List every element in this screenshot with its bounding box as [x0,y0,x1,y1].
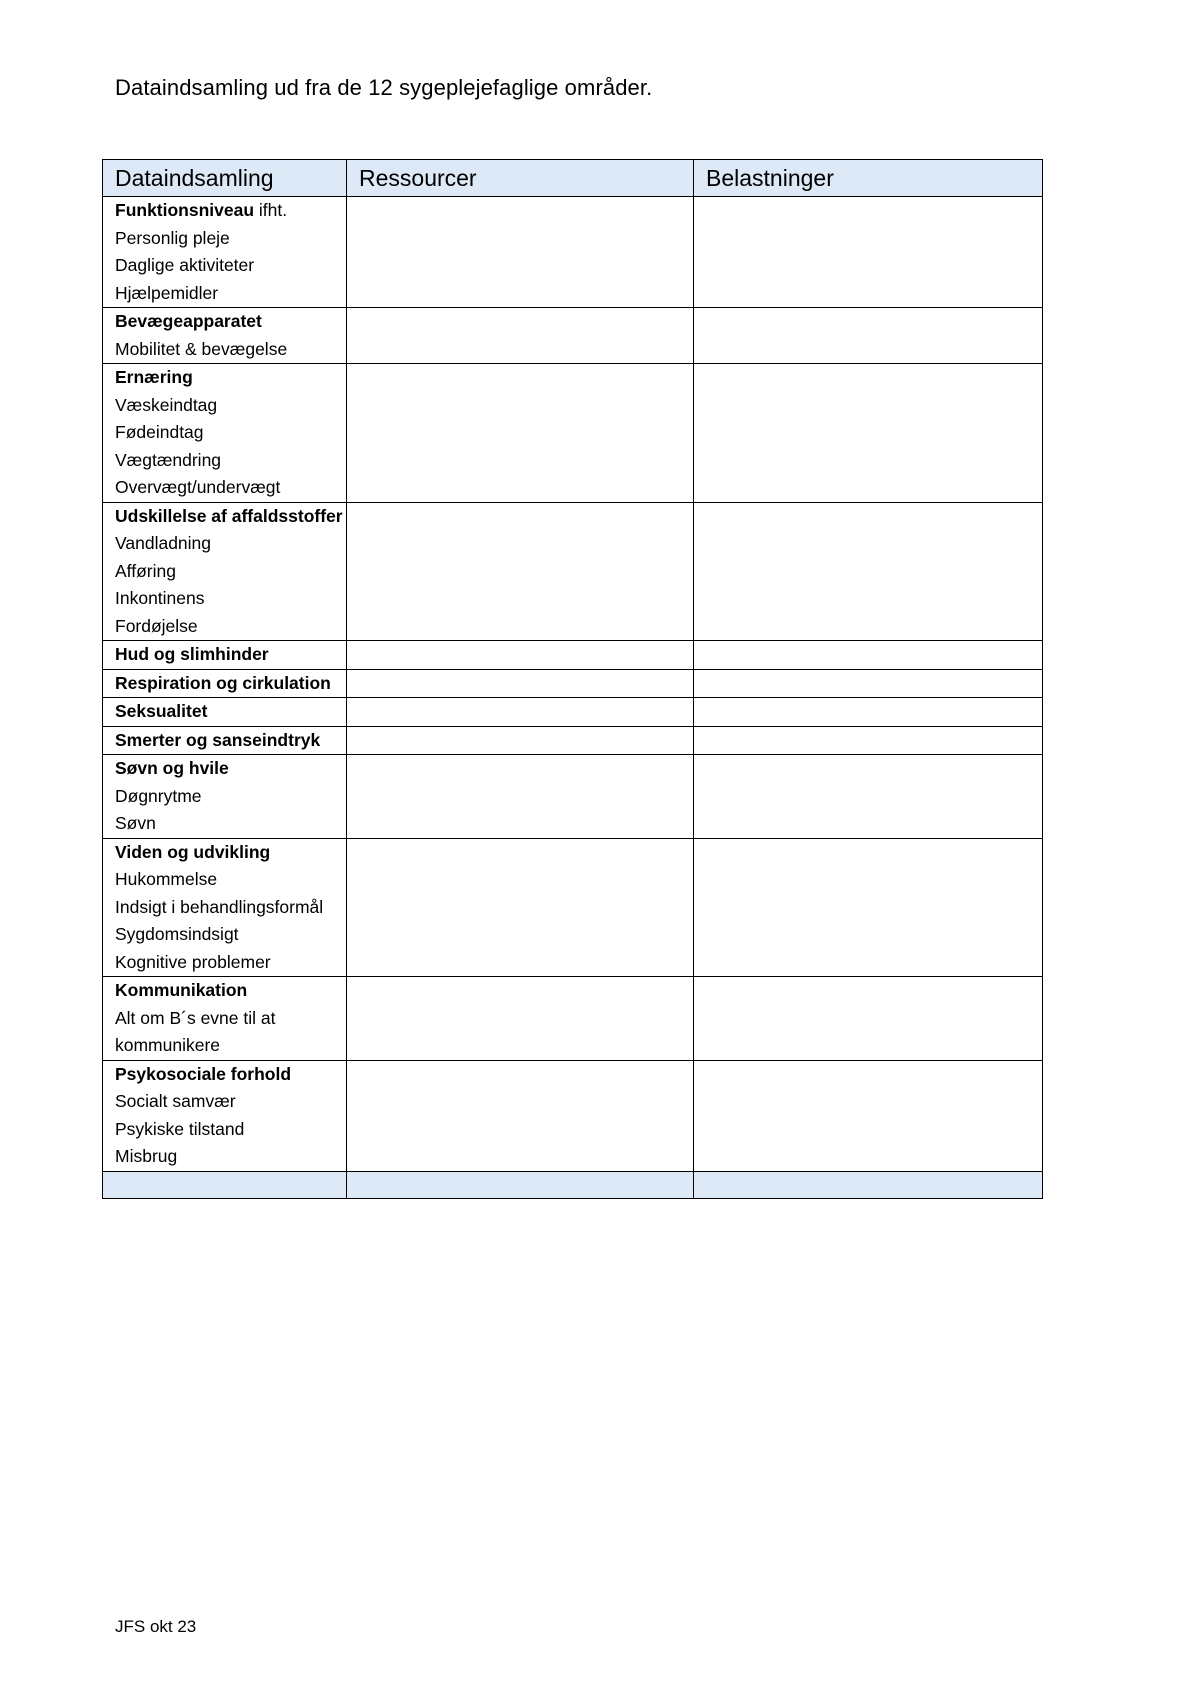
area-cell [103,364,347,503]
table-row [103,726,1043,755]
header-dataindsamling: Dataindsamling [103,160,347,197]
footer-cell-dataindsamling[interactable] [103,1171,347,1198]
area-title-text: Viden og udvikling [115,841,271,862]
area-title [115,1061,346,1089]
area-sub-item: Mobilitet & bevægelse [115,338,288,359]
area-sub-item: Fødeindtag [115,422,204,442]
area-title [115,503,346,531]
area-title [115,670,346,698]
area-cell [103,977,347,1061]
belastninger-cell[interactable] [694,1060,1043,1171]
area-sub-item: Søvn [115,813,156,833]
area-title [115,641,346,669]
header-ressourcer: Ressourcer [347,160,694,197]
area-title-text: Søvn og hvile [115,758,229,778]
belastninger-cell[interactable] [694,364,1043,503]
belastninger-cell[interactable] [694,977,1043,1061]
belastninger-cell[interactable] [694,838,1043,977]
area-sub-item: Afføring [115,560,176,581]
table-row [103,669,1043,698]
area-cell [103,755,347,839]
belastninger-cell[interactable] [694,669,1043,698]
area-sub-item: Overvægt/undervægt [115,477,281,497]
area-title-text: Psykosociale forhold [115,1063,292,1084]
area-title-text: Seksualitet [115,701,208,721]
belastninger-cell[interactable] [694,502,1043,641]
belastninger-cell[interactable] [694,197,1043,308]
area-title-text: Funktionsniveau [115,200,255,220]
area-cell [103,308,347,364]
area-title [115,755,346,783]
table-row [103,755,1043,839]
area-sub-item: Fordøjelse [115,615,198,636]
table-body [103,197,1043,1199]
area-sub-item: Kognitive problemer [115,951,271,972]
ressourcer-cell[interactable] [347,669,694,698]
table-footer-row [103,1171,1043,1198]
area-title-text: Bevægeapparatet [115,311,262,331]
area-sub-item: Sygdomsindsigt [115,924,239,944]
area-cell [103,1060,347,1171]
belastninger-cell[interactable] [694,308,1043,364]
area-title-text: Udskillelse af affaldsstoffer [115,505,343,526]
ressourcer-cell[interactable] [347,977,694,1061]
table-header-row [103,160,1043,197]
area-title [115,977,346,1005]
footer-note: JFS okt 23 [115,1617,197,1636]
table-row [103,838,1043,977]
page-title: Dataindsamling ud fra de 12 sygeplejefaglige områder. [115,75,653,100]
area-sub-item: Døgnrytme [115,785,202,806]
area-title-text: Ernæring [115,367,193,387]
area-sub-item: Hjælpemidler [115,282,219,303]
belastninger-cell[interactable] [694,726,1043,755]
area-sub-item: Alt om B´s evne til at kommunikere [115,1007,276,1055]
area-sub-item: Misbrug [115,1146,178,1166]
area-title-text: Kommunikation [115,980,248,1000]
area-cell [103,669,347,698]
area-title-text: Hud og slimhinder [115,644,269,664]
area-title-text: Respiration og cirkulation [115,672,331,693]
ressourcer-cell[interactable] [347,197,694,308]
area-cell [103,698,347,727]
area-title [115,839,346,867]
area-sub-item: Daglige aktiviteter [115,255,255,275]
area-title [115,197,346,225]
ressourcer-cell[interactable] [347,726,694,755]
area-cell [103,502,347,641]
area-cell [103,197,347,308]
footer-cell-belastninger[interactable] [694,1171,1043,1198]
area-cell [103,838,347,977]
area-sub-item: Væskeindtag [115,394,218,415]
table-row [103,698,1043,727]
area-sub-item: Vægtændring [115,449,222,470]
area-cell [103,726,347,755]
area-title [115,698,346,726]
ressourcer-cell[interactable] [347,502,694,641]
table-row [103,502,1043,641]
ressourcer-cell[interactable] [347,308,694,364]
ressourcer-cell[interactable] [347,838,694,977]
belastninger-cell[interactable] [694,698,1043,727]
area-title [115,364,346,392]
area-sub-item: Vandladning [115,533,212,553]
ressourcer-cell[interactable] [347,755,694,839]
area-sub-item: Inkontinens [115,588,205,608]
area-title [115,308,346,336]
area-cell [103,641,347,670]
area-title-text: Smerter og sanseindtryk [115,729,321,750]
table-row [103,308,1043,364]
area-sub-item: Psykiske tilstand [115,1118,245,1139]
ressourcer-cell[interactable] [347,641,694,670]
table-row [103,197,1043,308]
footer-cell-ressourcer[interactable] [347,1171,694,1198]
ressourcer-cell[interactable] [347,698,694,727]
area-sub-item: Personlig pleje [115,227,230,248]
area-title [115,727,346,755]
assessment-table [102,159,1043,1199]
area-sub-item: Socialt samvær [115,1091,236,1111]
belastninger-cell[interactable] [694,641,1043,670]
ressourcer-cell[interactable] [347,1060,694,1171]
area-sub-item: Indsigt i behandlingsformål [115,896,324,917]
table-row [103,364,1043,503]
ressourcer-cell[interactable] [347,364,694,503]
table-row [103,641,1043,670]
header-belastninger: Belastninger [694,160,1043,197]
area-title-suffix: ifht. [254,200,288,220]
table-row [103,977,1043,1061]
belastninger-cell[interactable] [694,755,1043,839]
area-sub-item: Hukommelse [115,869,218,889]
table-row [103,1060,1043,1171]
